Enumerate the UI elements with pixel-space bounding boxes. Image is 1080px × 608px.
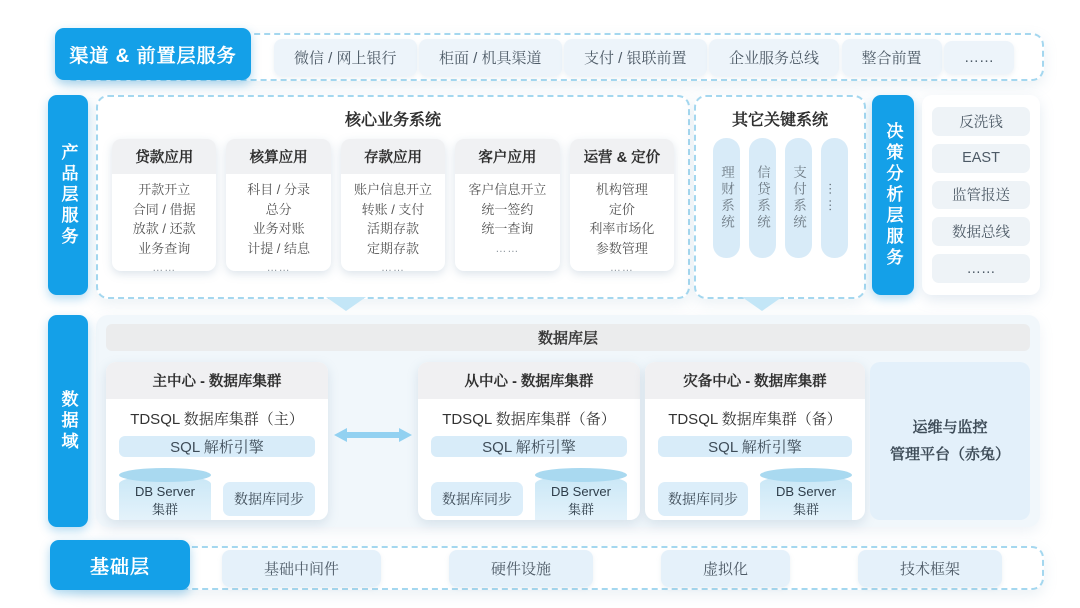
db-server-label: DB Server xyxy=(551,484,611,499)
column-body xyxy=(226,174,330,271)
column-line: 统一签约 xyxy=(481,201,534,217)
replication-arrow-zone xyxy=(333,362,413,520)
db-server-label2: 集群 xyxy=(151,502,178,518)
db-cylinder-icon xyxy=(535,468,627,520)
cluster-title: 从中心 - 数据库集群 xyxy=(418,362,640,399)
db-server-label2: 集群 xyxy=(792,502,819,518)
other-systems-items xyxy=(696,130,864,258)
column-line: 业务对账 xyxy=(252,221,305,236)
channel-item: 支付 / 银联前置 xyxy=(564,39,707,76)
database-layer-panel xyxy=(96,315,1040,527)
column-line: 利率市场化 xyxy=(589,221,655,236)
core-column-accounting xyxy=(226,139,330,271)
core-column-deposit xyxy=(341,139,445,271)
down-arrow-icon xyxy=(742,297,782,311)
column-line: 业务查询 xyxy=(138,240,191,256)
cluster-subtitle: TDSQL 数据库集群（备） xyxy=(442,411,616,428)
core-systems-title: 核心业务系统 xyxy=(344,112,441,129)
column-line: 合同 / 借据 xyxy=(132,201,196,217)
decision-layer-label: 决策分析层服务 xyxy=(872,95,914,295)
db-server-label2: 集群 xyxy=(567,502,594,518)
core-columns xyxy=(98,130,688,271)
database-layer-title: 数据库层 xyxy=(106,324,1030,351)
column-line: 统一查询 xyxy=(481,221,534,236)
ops-monitoring-platform xyxy=(870,362,1030,520)
column-line: 放款 / 还款 xyxy=(132,221,196,236)
db-sync-box: 数据库同步 xyxy=(658,482,748,516)
core-column-operation xyxy=(570,139,674,271)
bidirectional-arrow-icon xyxy=(334,428,412,442)
foundation-item: 技术框架 xyxy=(858,550,1002,587)
db-sync-box: 数据库同步 xyxy=(223,482,315,516)
column-title: 贷款应用 xyxy=(112,139,216,174)
foundation-item: 基础中间件 xyxy=(222,550,381,587)
channel-layer-label: 渠道 & 前置层服务 xyxy=(55,28,251,80)
column-line: 定期存款 xyxy=(367,240,420,256)
foundation-layer-container xyxy=(70,546,1044,590)
cluster-bottom xyxy=(418,457,640,520)
data-domain-label: 数据域 xyxy=(48,315,88,527)
sql-engine-bar: SQL 解析引擎 xyxy=(119,436,315,457)
column-line: …… xyxy=(266,262,291,271)
sql-engine-bar: SQL 解析引擎 xyxy=(658,436,852,457)
column-line: 定价 xyxy=(608,201,635,217)
column-line: 转账 / 支付 xyxy=(361,201,425,217)
column-line: …… xyxy=(152,262,177,271)
column-line: 科目 / 分录 xyxy=(247,182,311,197)
column-body xyxy=(341,174,445,271)
core-column-loan xyxy=(112,139,216,271)
other-system-pill: …… xyxy=(821,138,848,258)
database-clusters xyxy=(106,362,1030,520)
other-system-pill: 信贷系统 xyxy=(749,138,776,258)
decision-panel xyxy=(922,95,1040,295)
decision-item: 反洗钱 xyxy=(932,107,1030,136)
column-line: 开款开立 xyxy=(138,182,191,197)
column-line: 活期存款 xyxy=(367,221,420,236)
cluster-bottom xyxy=(645,457,865,520)
core-systems-panel xyxy=(96,95,690,299)
secondary-cluster-card xyxy=(418,362,640,520)
column-line: 参数管理 xyxy=(595,240,648,256)
column-body xyxy=(570,174,674,271)
db-server-label: DB Server xyxy=(135,484,195,499)
ops-line1: 运维与监控 xyxy=(912,419,988,436)
db-sync-box: 数据库同步 xyxy=(431,482,523,516)
primary-cluster-card xyxy=(106,362,328,520)
foundation-layer-label: 基础层 xyxy=(50,540,190,590)
column-title: 存款应用 xyxy=(341,139,445,174)
column-line: …… xyxy=(381,262,406,271)
channel-item: 整合前置 xyxy=(842,39,942,76)
decision-item: 监管报送 xyxy=(932,181,1030,210)
cluster-subtitle: TDSQL 数据库集群（主） xyxy=(130,411,304,428)
column-title: 运营 & 定价 xyxy=(570,139,674,174)
ops-line2: 管理平台（赤兔） xyxy=(889,446,1010,463)
column-line: 机构管理 xyxy=(595,182,648,197)
core-column-customer xyxy=(455,139,559,271)
column-body xyxy=(455,174,559,271)
column-body xyxy=(112,174,216,271)
sql-engine-bar: SQL 解析引擎 xyxy=(431,436,627,457)
db-cylinder-icon xyxy=(760,468,852,520)
channel-item: …… xyxy=(944,41,1014,74)
cluster-subtitle: TDSQL 数据库集群（备） xyxy=(668,411,842,428)
column-title: 核算应用 xyxy=(226,139,330,174)
cluster-bottom xyxy=(106,457,328,520)
column-line: 账户信息开立 xyxy=(354,182,433,197)
db-server-label: DB Server xyxy=(776,484,836,499)
product-layer-label: 产品层服务 xyxy=(48,95,88,295)
foundation-items xyxy=(72,548,1042,588)
channel-item: 柜面 / 机具渠道 xyxy=(419,39,562,76)
down-arrow-icon xyxy=(326,297,366,311)
decision-item: 数据总线 xyxy=(932,217,1030,246)
disaster-recovery-cluster-card xyxy=(645,362,865,520)
column-line: …… xyxy=(495,242,520,255)
decision-item: …… xyxy=(932,254,1030,283)
column-line: 客户信息开立 xyxy=(468,182,547,197)
db-cylinder-icon xyxy=(119,468,211,520)
column-line: …… xyxy=(609,262,634,271)
foundation-item: 硬件设施 xyxy=(449,550,593,587)
column-title: 客户应用 xyxy=(455,139,559,174)
cluster-title: 灾备中心 - 数据库集群 xyxy=(645,362,865,399)
column-line: 计提 / 结息 xyxy=(247,240,311,256)
foundation-item: 虚拟化 xyxy=(661,550,790,587)
column-line: 总分 xyxy=(265,201,292,217)
other-system-pill: 支付系统 xyxy=(785,138,812,258)
cluster-title: 主中心 - 数据库集群 xyxy=(106,362,328,399)
decision-item: EAST xyxy=(932,144,1030,173)
channel-item: 企业服务总线 xyxy=(709,39,839,76)
other-systems-title: 其它关键系统 xyxy=(731,112,828,129)
channel-item: 微信 / 网上银行 xyxy=(274,39,417,76)
other-systems-panel xyxy=(694,95,866,299)
other-system-pill: 理财系统 xyxy=(713,138,740,258)
